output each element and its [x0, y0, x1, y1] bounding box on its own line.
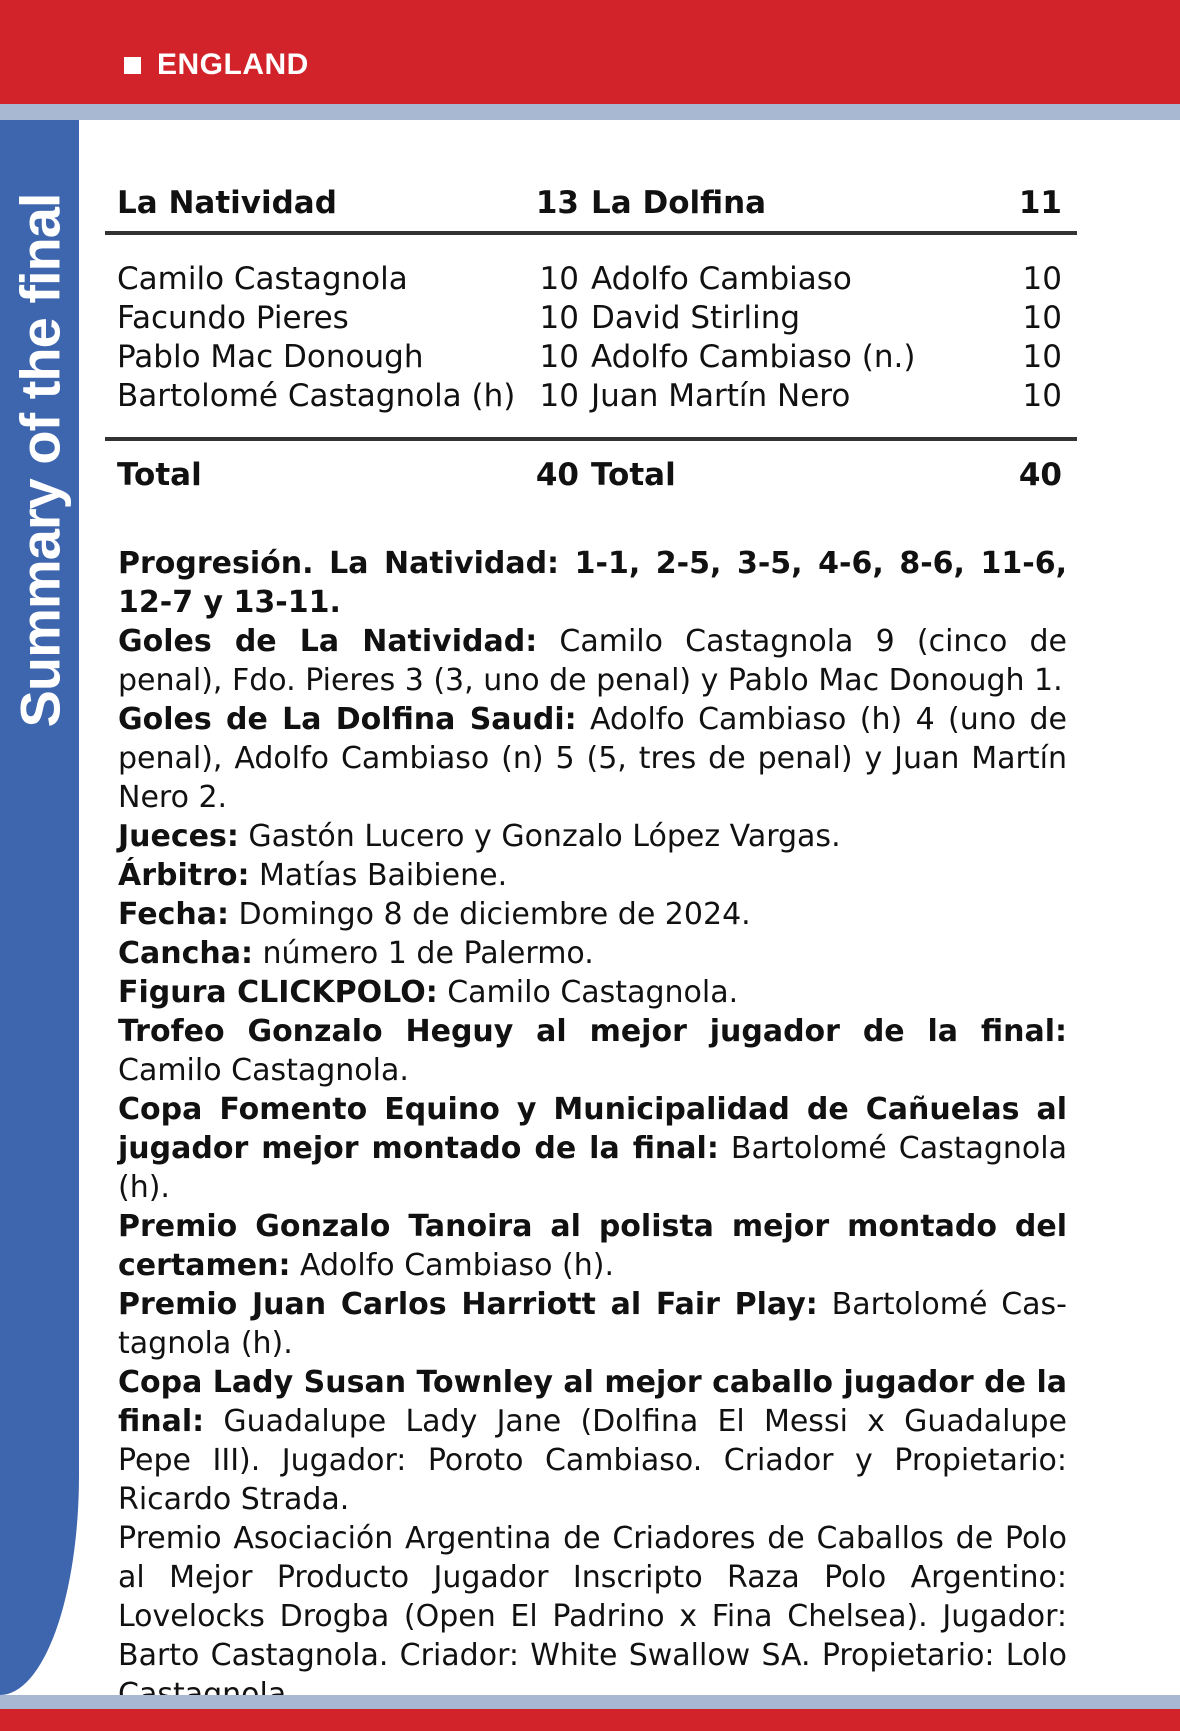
detail-value: número 1 de Palermo.: [253, 936, 594, 971]
detail-value: Camilo Castagnola.: [118, 1053, 409, 1088]
detail-label: Figura CLICKPOLO:: [118, 975, 438, 1010]
detail-paragraph: [118, 1090, 1067, 1207]
team1-player: Pablo Mac Donough: [117, 339, 424, 375]
detail-value: Adolfo Cambiaso (h).: [290, 1248, 614, 1283]
detail-label: Trofeo Gonzalo Heguy al mejor jugador de la final:: [118, 1014, 1067, 1049]
team1-player-handicap: 10: [539, 339, 579, 375]
player-row: [105, 378, 1077, 417]
match-details: [118, 544, 1067, 1714]
detail-label: Árbitro:: [118, 858, 250, 893]
detail-paragraph: [118, 1207, 1067, 1285]
team2-total: 40: [1018, 457, 1062, 493]
team2-total-label: Total: [591, 457, 676, 493]
sidebar-title: Summary of the final: [8, 193, 72, 727]
detail-value: Bartolomé Castagnola (h).: [118, 1131, 1067, 1205]
team2-player-handicap: 10: [1022, 261, 1062, 297]
detail-label: Progresión. La Natividad: 1-1, 2-5, 3-5, 4-6, 8-6, 11-6, 12-7 y 13-11.: [118, 546, 1067, 620]
detail-label: Copa Fomento Equino y Municipalidad de Cañuelas al jugador mejor montado de la final:: [118, 1092, 1067, 1166]
detail-label: Fecha:: [118, 897, 230, 932]
detail-label: Jueces:: [118, 819, 239, 854]
bottom-banner: [0, 1709, 1180, 1731]
team1-player-handicap: 10: [539, 378, 579, 414]
scoreboard: [105, 185, 1077, 503]
team2-player-handicap: 10: [1022, 339, 1062, 375]
team1-player: Bartolomé Castagnola (h): [117, 378, 516, 414]
team2-player: Juan Martín Nero: [591, 378, 851, 414]
team1-player: Camilo Castagnola: [117, 261, 408, 297]
team1-handicap: 13: [535, 185, 579, 221]
section-label: [124, 48, 309, 82]
detail-value: Camilo Castagnola 9 (cinco de penal), Fdo. Pieres 3 (3, uno de penal) y Pablo Mac Donough 1.: [118, 624, 1067, 698]
detail-paragraph: [118, 1363, 1067, 1519]
detail-paragraph: [118, 856, 1067, 895]
detail-paragraph: [118, 895, 1067, 934]
detail-paragraph: [118, 1285, 1067, 1363]
detail-value: Camilo Castagnola.: [437, 975, 739, 1010]
detail-value: Matías Baibiene.: [249, 858, 508, 893]
square-bullet-icon: [124, 57, 141, 74]
detail-label: Copa Lady Susan Townley al mejor caballo jugador de la final:: [118, 1365, 1067, 1439]
team1-name: La Natividad: [117, 185, 337, 221]
divider: [105, 437, 1077, 441]
team2-handicap: 11: [1018, 185, 1062, 221]
scoreboard-header: [105, 185, 1077, 231]
detail-value: Domingo 8 de diciembre de 2024.: [229, 897, 751, 932]
player-row: [105, 261, 1077, 300]
team1-total: 40: [535, 457, 579, 493]
sidebar-title-wrap: [2, 120, 78, 800]
detail-value: Gastón Lucero y Gonzalo López Vargas.: [238, 819, 841, 854]
team1-total-label: Total: [117, 457, 202, 493]
team2-player-handicap: 10: [1022, 300, 1062, 336]
scoreboard-total-row: [105, 457, 1077, 503]
team1-player-handicap: 10: [539, 300, 579, 336]
team2-player: Adolfo Cambiaso (n.): [591, 339, 916, 375]
team2-name: La Dolfina: [591, 185, 767, 221]
player-row: [105, 300, 1077, 339]
detail-label: Premio Gonzalo Tanoira al polista mejor montado del certamen:: [118, 1209, 1067, 1283]
detail-paragraph: [118, 544, 1067, 622]
detail-label: Goles de La Dolfina Saudi:: [118, 702, 577, 737]
team1-player: Facundo Pieres: [117, 300, 349, 336]
bottom-stripe: [0, 1695, 1180, 1709]
detail-paragraph: [118, 934, 1067, 973]
detail-value: Adolfo Cambiaso (h) 4 (uno de penal), Adolfo Cambiaso (n) 5 (5, tres de penal) y Juan Martín Nero 2.: [118, 702, 1067, 815]
section-title: ENGLAND: [157, 48, 309, 81]
detail-value: Guadalupe Lady Jane (Dolfina El Messi x Guadalupe Pepe III). Jugador: Poroto Cambiaso. Criador y Propietario: Ricardo Strada.: [118, 1404, 1067, 1517]
detail-label: Premio Juan Carlos Harriott al Fair Play:: [118, 1287, 818, 1322]
detail-paragraph: [118, 973, 1067, 1012]
detail-paragraph: [118, 700, 1067, 817]
detail-label: Goles de La Natividad:: [118, 624, 538, 659]
team2-player-handicap: 10: [1022, 378, 1062, 414]
team2-player: Adolfo Cambiaso: [591, 261, 852, 297]
detail-paragraph: [118, 622, 1067, 700]
top-stripe: [0, 104, 1180, 120]
detail-paragraph: [118, 1012, 1067, 1090]
team2-player: David Stirling: [591, 300, 801, 336]
detail-paragraph: [118, 1519, 1067, 1714]
detail-value: Bartolomé Castagnola (h).: [118, 1287, 1067, 1361]
divider: [105, 231, 1077, 235]
detail-paragraph: [118, 817, 1067, 856]
detail-label: Cancha:: [118, 936, 253, 971]
team1-player-handicap: 10: [539, 261, 579, 297]
player-row: [105, 339, 1077, 378]
detail-value: Premio Asociación Argentina de Criadores de Caballos de Polo al Mejor Producto Jugador Inscripto Raza Polo Argentino: Lovelocks Drogba (Open El Padrino x Fina Chelsea). Jugador: Barto Castagnola. Criador: White Swallow SA. Propietario: Lolo: [118, 1521, 1067, 1673]
